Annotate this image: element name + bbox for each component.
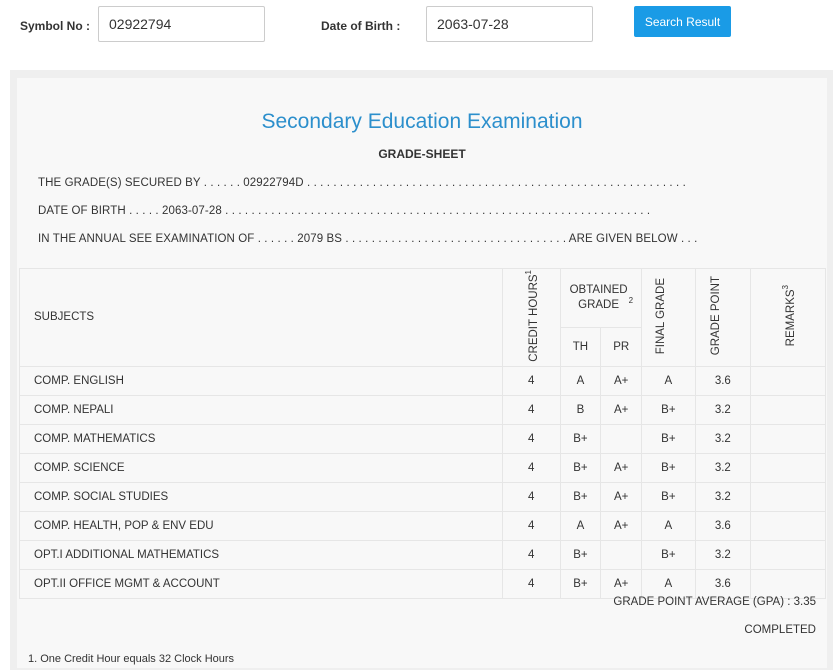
grade-point-cell: 3.2 <box>695 540 750 569</box>
dob-input[interactable] <box>426 6 593 42</box>
credit-hours-cell: 4 <box>503 511 561 540</box>
pr-grade-cell: A+ <box>601 569 642 598</box>
remarks-cell <box>751 569 826 598</box>
remarks-cell <box>751 366 826 395</box>
remarks-cell <box>751 395 826 424</box>
subject-cell: COMP. NEPALI <box>20 395 503 424</box>
credit-hours-cell: 4 <box>503 424 561 453</box>
header-subjects: SUBJECTS <box>20 269 503 367</box>
subject-cell: COMP. SCIENCE <box>20 453 503 482</box>
header-final-grade: FINAL GRADE <box>642 269 695 367</box>
final-grade-cell: A <box>642 569 695 598</box>
dob-label: Date of Birth : <box>321 19 401 33</box>
credit-hours-cell: 4 <box>503 540 561 569</box>
th-grade-cell: A <box>560 511 601 540</box>
symbol-no-label: Symbol No : <box>20 19 91 33</box>
footnote: 1. One Credit Hour equals 32 Clock Hours <box>28 653 235 665</box>
final-grade-cell: B+ <box>642 424 695 453</box>
gpa-value: GRADE POINT AVERAGE (GPA) : 3.35 <box>613 596 816 608</box>
header-pr: PR <box>601 328 642 366</box>
remarks-cell <box>751 540 826 569</box>
search-result-button[interactable]: Search Result <box>634 6 731 37</box>
th-grade-cell: B+ <box>560 424 601 453</box>
th-grade-cell: B+ <box>560 482 601 511</box>
search-bar <box>0 0 833 56</box>
final-grade-cell: B+ <box>642 540 695 569</box>
grade-sheet-heading: GRADE-SHEET <box>378 147 466 161</box>
grades-secured-line: THE GRADE(S) SECURED BY . . . . . . 02922794D . . . . . . . . . . . . . . . . . . . . . . . . . . . . . . . . . . . . . . . . . . . . . . . . . . . . . . . . . . <box>38 177 686 189</box>
subject-cell: COMP. SOCIAL STUDIES <box>20 482 503 511</box>
th-grade-cell: A <box>560 366 601 395</box>
grade-point-cell: 3.6 <box>695 569 750 598</box>
pr-grade-cell: A+ <box>601 395 642 424</box>
final-grade-cell: B+ <box>642 453 695 482</box>
th-grade-cell: B+ <box>560 453 601 482</box>
subject-cell: COMP. MATHEMATICS <box>20 424 503 453</box>
table-row <box>20 482 826 511</box>
pr-grade-cell: A+ <box>601 453 642 482</box>
final-grade-cell: A <box>642 511 695 540</box>
th-grade-cell: B+ <box>560 569 601 598</box>
grade-point-cell: 3.2 <box>695 424 750 453</box>
final-grade-cell: B+ <box>642 482 695 511</box>
remarks-cell <box>751 482 826 511</box>
subject-cell: OPT.I ADDITIONAL MATHEMATICS <box>20 540 503 569</box>
pr-grade-cell: A+ <box>601 366 642 395</box>
table-row <box>20 453 826 482</box>
date-of-birth-line: DATE OF BIRTH . . . . . 2063-07-28 . . . . . . . . . . . . . . . . . . . . . . . . . . . . . . . . . . . . . . . . . . . . . . . . . . . . . . . . . . . . . . . . . <box>38 205 651 217</box>
header-credit-hours: CREDIT HOURS$^1$ <box>503 269 561 367</box>
grade-point-cell: 3.2 <box>695 395 750 424</box>
credit-hours-cell: 4 <box>503 395 561 424</box>
subject-cell: COMP. HEALTH, POP & ENV EDU <box>20 511 503 540</box>
pr-grade-cell: A+ <box>601 482 642 511</box>
grade-point-cell: 3.6 <box>695 511 750 540</box>
pr-grade-cell: A+ <box>601 511 642 540</box>
th-grade-cell: B <box>560 395 601 424</box>
table-row <box>20 424 826 453</box>
grades-table <box>19 268 826 599</box>
header-remarks: REMARKS$^3$ <box>751 269 826 367</box>
pr-grade-cell <box>601 424 642 453</box>
final-grade-cell: B+ <box>642 395 695 424</box>
result-status: COMPLETED <box>744 624 816 636</box>
credit-hours-cell: 4 <box>503 366 561 395</box>
table-row <box>20 395 826 424</box>
remarks-cell <box>751 424 826 453</box>
credit-hours-cell: 4 <box>503 569 561 598</box>
exam-title: Secondary Education Examination <box>261 110 583 133</box>
th-grade-cell: B+ <box>560 540 601 569</box>
header-obtained-grade: OBTAINED GRADE $^2$ <box>560 269 642 328</box>
subject-cell: COMP. ENGLISH <box>20 366 503 395</box>
credit-hours-cell: 4 <box>503 453 561 482</box>
grade-point-cell: 3.2 <box>695 482 750 511</box>
table-row <box>20 540 826 569</box>
table-row <box>20 366 826 395</box>
final-grade-cell: A <box>642 366 695 395</box>
table-row <box>20 511 826 540</box>
credit-hours-cell: 4 <box>503 482 561 511</box>
remarks-cell <box>751 511 826 540</box>
subject-cell: OPT.II OFFICE MGMT & ACCOUNT <box>20 569 503 598</box>
grade-point-cell: 3.6 <box>695 366 750 395</box>
header-th: TH <box>560 328 601 366</box>
symbol-no-input[interactable] <box>98 6 265 42</box>
pr-grade-cell <box>601 540 642 569</box>
table-row <box>20 569 826 598</box>
grade-point-cell: 3.2 <box>695 453 750 482</box>
header-grade-point: GRADE POINT <box>695 269 750 367</box>
exam-year-line: IN THE ANNUAL SEE EXAMINATION OF . . . . . . 2079 BS . . . . . . . . . . . . . . . . . . . . . . . . . . . . . . . . . . ARE GIVEN BELOW . . . <box>38 233 698 245</box>
remarks-cell <box>751 453 826 482</box>
